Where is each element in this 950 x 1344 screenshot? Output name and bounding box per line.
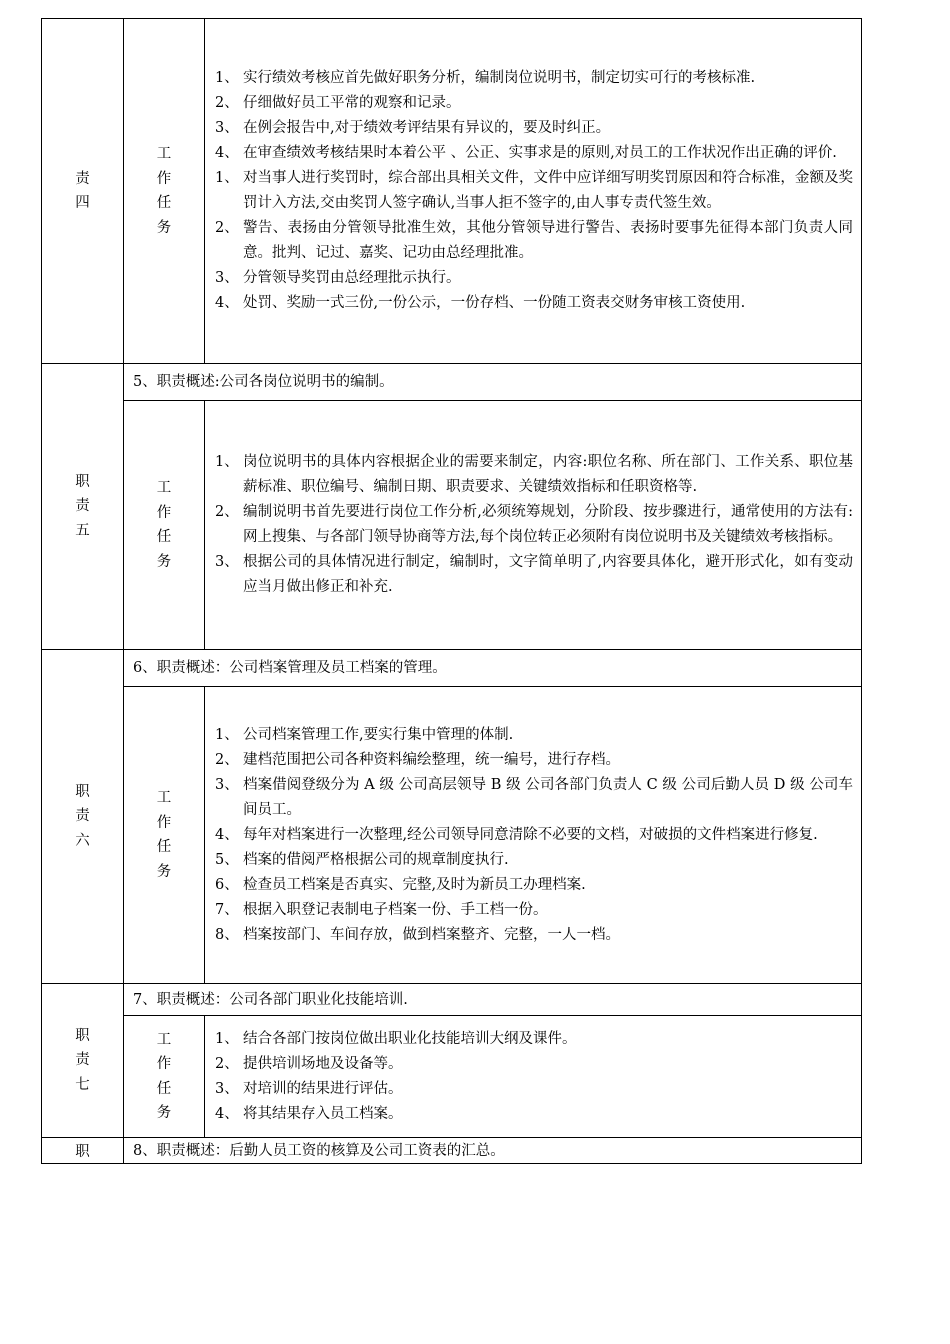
duty-label-char: 职 xyxy=(75,473,90,490)
task-item: 3、 分管领导奖罚由总经理批示执行。 xyxy=(215,270,461,286)
task-label-cell xyxy=(124,687,205,984)
task-label-cell xyxy=(124,1016,205,1138)
duty-summary: 7、职责概述：公司各部门职业化技能培训. xyxy=(124,984,862,1016)
task-item: 1、 公司档案管理工作,要实行集中管理的体制. xyxy=(215,726,514,743)
task-item: 4、 在审查绩效考核结果时本着公平 、公正、实事求是的原则,对员工的工作状况作出正确的评价. xyxy=(215,145,837,161)
task-label-char: 作 xyxy=(156,504,172,521)
task-item: 2、 建档范围把公司各种资料编绘整理，统一编号，进行存档。 xyxy=(215,751,620,768)
task-label-char: 任 xyxy=(156,839,172,855)
task-label-char: 务 xyxy=(156,553,172,570)
task-label-char: 工 xyxy=(156,146,172,162)
duty-summary: 6、职责概述：公司档案管理及员工档案的管理。 xyxy=(124,650,862,687)
task-item: 8、 档案按部门、车间存放，做到档案整齐、完整，一人一档。 xyxy=(215,926,620,943)
duty-label-cell-6 xyxy=(42,650,124,984)
duty-label-char: 四 xyxy=(75,195,90,211)
task-item: 1、 实行绩效考核应首先做好职务分析，编制岗位说明书，制定切实可行的考核标准. xyxy=(215,70,756,86)
task-label-char: 任 xyxy=(156,529,172,545)
duty-table xyxy=(41,18,862,1164)
task-list xyxy=(205,66,861,316)
task-list-cell xyxy=(205,1016,862,1138)
task-label-cell xyxy=(124,401,205,650)
task-label-char: 工 xyxy=(156,1031,172,1048)
task-label-char: 作 xyxy=(156,170,172,187)
duty-label-char: 责 xyxy=(75,498,90,515)
task-item: 2、 编制说明书首先要进行岗位工作分析,必须统筹规划，分阶段、按步骤进行，通常使用的方法有:网上搜集、与各部门领导协商等方法,每个岗位转正必须附有岗位说明书及关键绩效考核指标。 xyxy=(215,504,853,545)
task-item: 1、 结合各部门按岗位做出职业化技能培训大纲及课件。 xyxy=(215,1030,577,1047)
task-item: 4、 将其结果存入员工档案。 xyxy=(215,1105,403,1122)
task-list xyxy=(205,1027,861,1127)
duty-label-char: 职 xyxy=(75,783,90,800)
task-label-char: 务 xyxy=(156,863,172,880)
duty-label-char: 六 xyxy=(75,832,90,849)
task-label-char: 工 xyxy=(156,790,172,806)
duty-label-char: 责 xyxy=(75,1052,90,1069)
document-page xyxy=(41,18,862,1164)
task-item: 2、 警告、表扬由分管领导批准生效，其他分管领导进行警告、表扬时要事先征得本部门负责人同意。批判、记过、嘉奖、记功由总经理批准。 xyxy=(215,220,853,261)
duty-label-char: 职 xyxy=(75,1027,90,1044)
task-item: 1、 对当事人进行奖罚时，综合部出具相关文件，文件中应详细写明奖罚原因和符合标准，金额及奖罚计入方法,交由奖罚人签字确认,当事人拒不签字的,由人事专责代签生效。 xyxy=(215,170,853,211)
task-item: 3、 根据公司的具体情况进行制定，编制时，文字简单明了,内容要具体化，避开形式化，如有变动应当月做出修正和补充. xyxy=(215,554,853,595)
task-list-cell xyxy=(205,687,862,984)
task-label-cell xyxy=(124,19,205,364)
task-item: 3、 对培训的结果进行评估。 xyxy=(215,1080,403,1097)
task-label-char: 任 xyxy=(156,1080,172,1097)
task-list xyxy=(205,723,861,948)
task-label-char: 任 xyxy=(156,195,172,211)
task-item: 3、 在例会报告中,对于绩效考评结果有异议的，要及时纠正。 xyxy=(215,120,611,136)
task-list xyxy=(205,450,861,600)
duty-label-char: 职 xyxy=(75,1144,90,1160)
duty-label-char: 责 xyxy=(75,170,90,187)
task-list-cell xyxy=(205,19,862,364)
task-label-char: 务 xyxy=(156,219,172,236)
task-label-char: 作 xyxy=(156,814,172,831)
duty-label-char: 五 xyxy=(75,522,90,539)
task-item: 3、 档案借阅登级分为 A 级 公司高层领导 B 级 公司各部门负责人 C 级 公司后勤人员 D 级 公司车间员工。 xyxy=(215,776,853,818)
task-label-char: 作 xyxy=(156,1056,172,1072)
task-item: 5、 档案的借阅严格根据公司的规章制度执行. xyxy=(215,851,509,868)
task-label-char: 工 xyxy=(156,480,172,496)
duty-summary: 8、职责概述：后勤人员工资的核算及公司工资表的汇总。 xyxy=(124,1138,862,1164)
task-item: 2、 提供培训场地及设备等。 xyxy=(215,1055,403,1072)
task-item: 4、 每年对档案进行一次整理,经公司领导同意清除不必要的文档，对破损的文件档案进行修复. xyxy=(215,826,818,843)
task-item: 4、 处罚、奖励一式三份,一份公示，一份存档、一份随工资表交财务审核工资使用. xyxy=(215,295,746,311)
duty-label-char: 责 xyxy=(75,808,90,825)
duty-label-cell-8 xyxy=(42,1138,124,1164)
task-item: 1、 岗位说明书的具体内容根据企业的需要来制定，内容:职位名称、所在部门、工作关系、职位基薪标准、职位编号、编制日期、职责要求、关键绩效指标和任职资格等. xyxy=(215,454,853,495)
duty-label-cell-4 xyxy=(42,19,124,364)
task-item: 2、 仔细做好员工平常的观察和记录。 xyxy=(215,95,461,111)
duty-label-cell-7 xyxy=(42,984,124,1138)
duty-label-char: 七 xyxy=(75,1076,90,1093)
duty-summary: 5、职责概述:公司各岗位说明书的编制。 xyxy=(124,364,862,401)
duty-label-cell-5 xyxy=(42,364,124,650)
task-item: 6、 检查员工档案是否真实、完整,及时为新员工办理档案. xyxy=(215,876,586,893)
task-label-char: 务 xyxy=(156,1105,172,1121)
task-list-cell xyxy=(205,401,862,650)
task-item: 7、 根据入职登记表制电子档案一份、手工档一份。 xyxy=(215,901,548,918)
